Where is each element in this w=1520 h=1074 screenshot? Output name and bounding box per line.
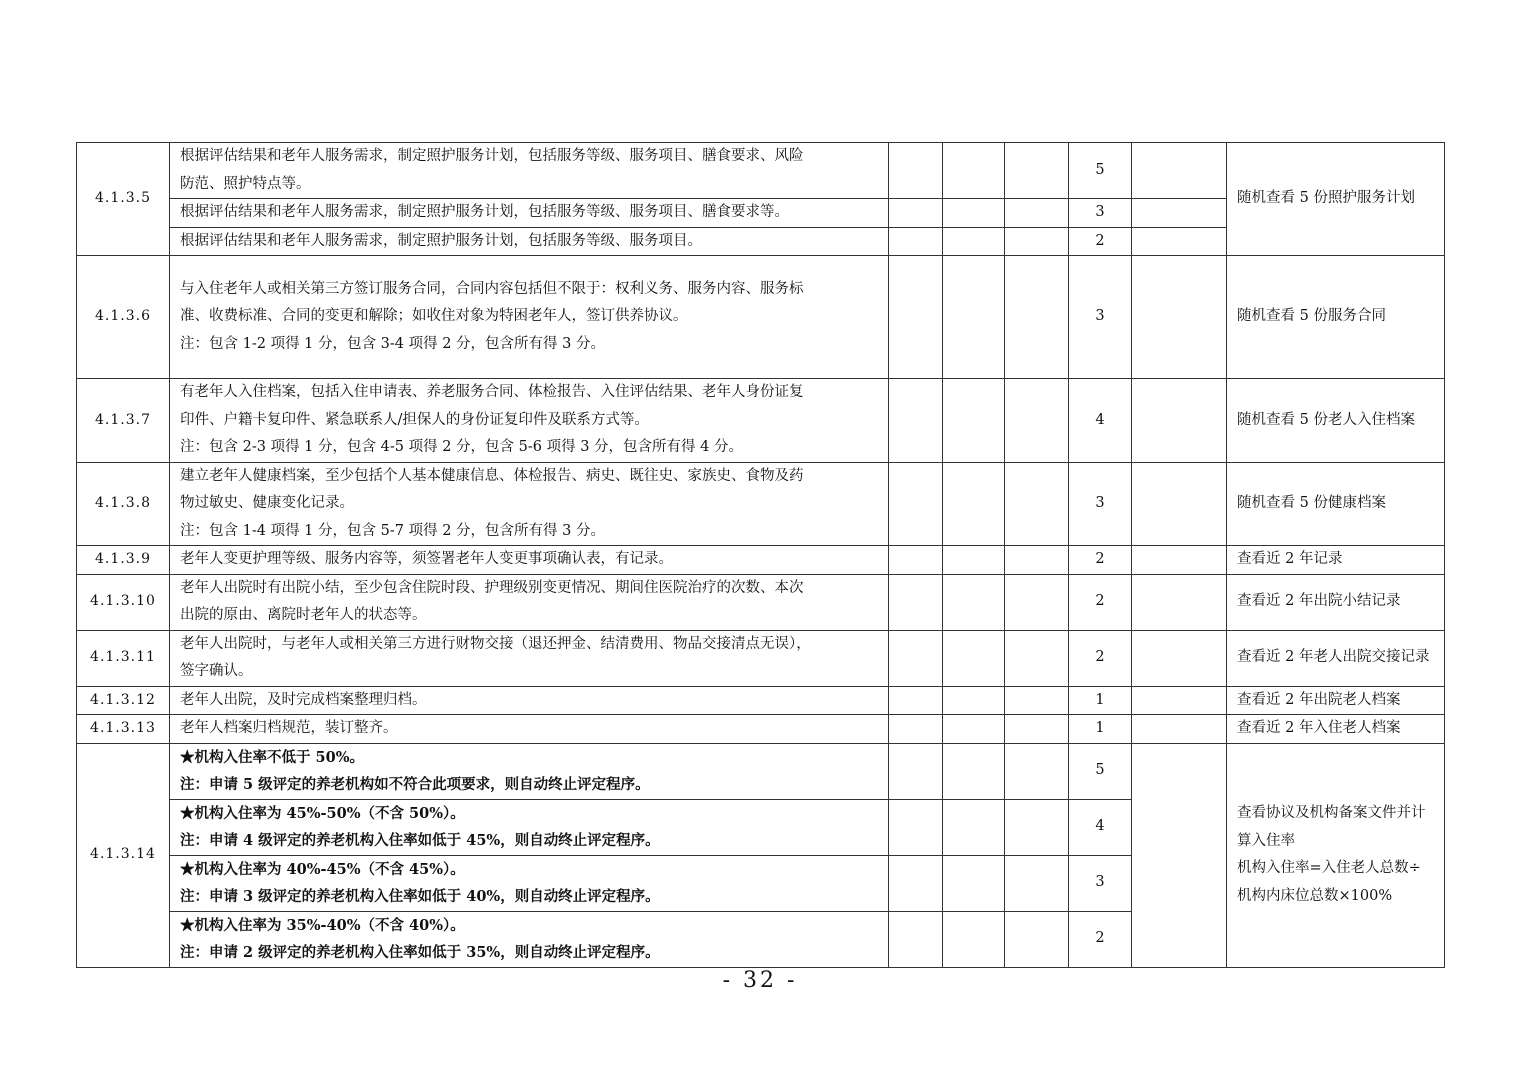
table-row <box>77 462 1445 546</box>
item-description: 根据评估结果和老年人服务需求，制定照护服务计划，包括服务等级、服务项目、膳食要求等。 <box>170 199 889 228</box>
empty-cell <box>1005 379 1069 463</box>
empty-cell <box>1005 715 1069 744</box>
table-row <box>77 546 1445 575</box>
item-description: 老年人出院，及时完成档案整理归档。 <box>170 686 889 715</box>
item-code: 4.1.3.6 <box>77 256 170 379</box>
item-description: 老年人档案归档规范，装订整齐。 <box>170 715 889 744</box>
table-row <box>77 379 1445 463</box>
score-value: 2 <box>1069 227 1132 256</box>
item-description: ★机构入住率为 40%-45%（不含 45%）。 注：申请 3 级评定的养老机构入住率如低于 40%，则自动终止评定程序。 <box>170 855 889 911</box>
check-method: 查看近 2 年老人出院交接记录 <box>1227 630 1445 686</box>
empty-cell <box>889 743 943 799</box>
score-value: 2 <box>1069 546 1132 575</box>
empty-cell <box>943 462 1005 546</box>
item-code: 4.1.3.9 <box>77 546 170 575</box>
score-value: 3 <box>1069 256 1132 379</box>
empty-cell <box>1132 630 1227 686</box>
evaluation-table <box>76 142 1445 968</box>
item-description: 根据评估结果和老年人服务需求，制定照护服务计划，包括服务等级、服务项目、膳食要求、风险 防范、照护特点等。 <box>170 143 889 199</box>
item-description: 根据评估结果和老年人服务需求，制定照护服务计划，包括服务等级、服务项目。 <box>170 227 889 256</box>
check-method: 查看近 2 年入住老人档案 <box>1227 715 1445 744</box>
empty-cell <box>889 911 943 967</box>
empty-cell <box>889 855 943 911</box>
empty-cell <box>1005 799 1069 855</box>
empty-cell <box>1132 227 1227 256</box>
item-description: ★机构入住率不低于 50%。 注：申请 5 级评定的养老机构如不符合此项要求，则自动终止评定程序。 <box>170 743 889 799</box>
empty-cell <box>889 574 943 630</box>
empty-cell <box>943 379 1005 463</box>
empty-cell <box>1005 911 1069 967</box>
empty-cell <box>1005 686 1069 715</box>
item-code: 4.1.3.13 <box>77 715 170 744</box>
empty-cell <box>1005 574 1069 630</box>
check-method: 随机查看 5 份健康档案 <box>1227 462 1445 546</box>
item-code: 4.1.3.11 <box>77 630 170 686</box>
empty-cell <box>1132 574 1227 630</box>
empty-cell <box>943 256 1005 379</box>
empty-cell <box>943 630 1005 686</box>
check-method: 随机查看 5 份照护服务计划 <box>1227 143 1445 256</box>
check-method: 查看近 2 年记录 <box>1227 546 1445 575</box>
score-value: 2 <box>1069 911 1132 967</box>
score-value: 3 <box>1069 199 1132 228</box>
check-method: 查看近 2 年出院小结记录 <box>1227 574 1445 630</box>
item-code: 4.1.3.10 <box>77 574 170 630</box>
empty-cell <box>943 199 1005 228</box>
empty-cell <box>1132 256 1227 379</box>
check-method: 查看近 2 年出院老人档案 <box>1227 686 1445 715</box>
empty-cell <box>943 546 1005 575</box>
empty-cell <box>889 630 943 686</box>
item-description: 建立老年人健康档案，至少包括个人基本健康信息、体检报告、病史、既往史、家族史、食物及药 物过敏史、健康变化记录。 注：包含 1-4 项得 1 分，包含 5-7 项得 2 分，包含所有得 3 分。 <box>170 462 889 546</box>
item-description: 老年人出院时，与老年人或相关第三方进行财物交接（退还押金、结清费用、物品交接清点无误）， 签字确认。 <box>170 630 889 686</box>
empty-cell <box>1132 143 1227 199</box>
score-value: 3 <box>1069 855 1132 911</box>
empty-cell <box>889 199 943 228</box>
empty-cell <box>1005 546 1069 575</box>
item-code: 4.1.3.14 <box>77 743 170 967</box>
score-value: 1 <box>1069 715 1132 744</box>
score-value: 2 <box>1069 574 1132 630</box>
empty-cell <box>1132 686 1227 715</box>
empty-cell <box>889 256 943 379</box>
empty-cell <box>889 546 943 575</box>
empty-cell <box>943 799 1005 855</box>
empty-cell <box>1005 630 1069 686</box>
empty-cell <box>1005 143 1069 199</box>
score-value: 3 <box>1069 462 1132 546</box>
empty-cell <box>943 227 1005 256</box>
empty-cell <box>889 227 943 256</box>
item-description: 与入住老年人或相关第三方签订服务合同，合同内容包括但不限于：权利义务、服务内容、服务标 准、收费标准、合同的变更和解除；如收住对象为特困老年人，签订供养协议。 注：包含 1-2 项得 1 分，包含 3-4 项得 2 分，包含所有得 3 分。 <box>170 256 889 379</box>
item-code: 4.1.3.5 <box>77 143 170 256</box>
empty-cell <box>889 799 943 855</box>
item-description: 老年人出院时有出院小结，至少包含住院时段、护理级别变更情况、期间住医院治疗的次数、本次 出院的原由、离院时老年人的状态等。 <box>170 574 889 630</box>
empty-cell <box>1132 462 1227 546</box>
check-method: 随机查看 5 份老人入住档案 <box>1227 379 1445 463</box>
score-value: 2 <box>1069 630 1132 686</box>
empty-cell <box>943 715 1005 744</box>
score-value: 5 <box>1069 743 1132 799</box>
empty-cell <box>889 143 943 199</box>
empty-cell <box>1132 379 1227 463</box>
empty-cell <box>889 686 943 715</box>
empty-cell <box>1132 546 1227 575</box>
table-row <box>77 256 1445 379</box>
item-code: 4.1.3.8 <box>77 462 170 546</box>
empty-cell <box>1132 743 1227 967</box>
empty-cell <box>889 462 943 546</box>
table-row <box>77 143 1445 199</box>
score-value: 1 <box>1069 686 1132 715</box>
score-value: 4 <box>1069 379 1132 463</box>
empty-cell <box>1005 256 1069 379</box>
item-code: 4.1.3.12 <box>77 686 170 715</box>
item-description: ★机构入住率为 35%-40%（不含 40%）。 注：申请 2 级评定的养老机构入住率如低于 35%，则自动终止评定程序。 <box>170 911 889 967</box>
empty-cell <box>943 911 1005 967</box>
empty-cell <box>1132 715 1227 744</box>
empty-cell <box>1005 743 1069 799</box>
table-row <box>77 686 1445 715</box>
check-method: 随机查看 5 份服务合同 <box>1227 256 1445 379</box>
empty-cell <box>1005 855 1069 911</box>
empty-cell <box>943 743 1005 799</box>
score-value: 5 <box>1069 143 1132 199</box>
empty-cell <box>889 379 943 463</box>
table-row <box>77 574 1445 630</box>
score-value: 4 <box>1069 799 1132 855</box>
table-row <box>77 630 1445 686</box>
empty-cell <box>1005 227 1069 256</box>
item-description: ★机构入住率为 45%-50%（不含 50%）。 注：申请 4 级评定的养老机构入住率如低于 45%，则自动终止评定程序。 <box>170 799 889 855</box>
item-description: 老年人变更护理等级、服务内容等，须签署老年人变更事项确认表，有记录。 <box>170 546 889 575</box>
item-code: 4.1.3.7 <box>77 379 170 463</box>
item-description: 有老年人入住档案，包括入住申请表、养老服务合同、体检报告、入住评估结果、老年人身份证复 印件、户籍卡复印件、紧急联系人/担保人的身份证复印件及联系方式等。 注：包含 2-3 项得 1 分，包含 4-5 项得 2 分，包含 5-6 项得 3 分，包含所有得 4 分。 <box>170 379 889 463</box>
table-row <box>77 743 1445 799</box>
empty-cell <box>943 143 1005 199</box>
empty-cell <box>943 686 1005 715</box>
check-method: 查看协议及机构备案文件并计算入住率 机构入住率=入住老人总数÷机构内床位总数×100% <box>1227 743 1445 967</box>
empty-cell <box>943 855 1005 911</box>
empty-cell <box>943 574 1005 630</box>
table-row <box>77 715 1445 744</box>
page-number: - 32 - <box>722 968 798 993</box>
empty-cell <box>1005 462 1069 546</box>
empty-cell <box>1132 199 1227 228</box>
empty-cell <box>889 715 943 744</box>
empty-cell <box>1005 199 1069 228</box>
